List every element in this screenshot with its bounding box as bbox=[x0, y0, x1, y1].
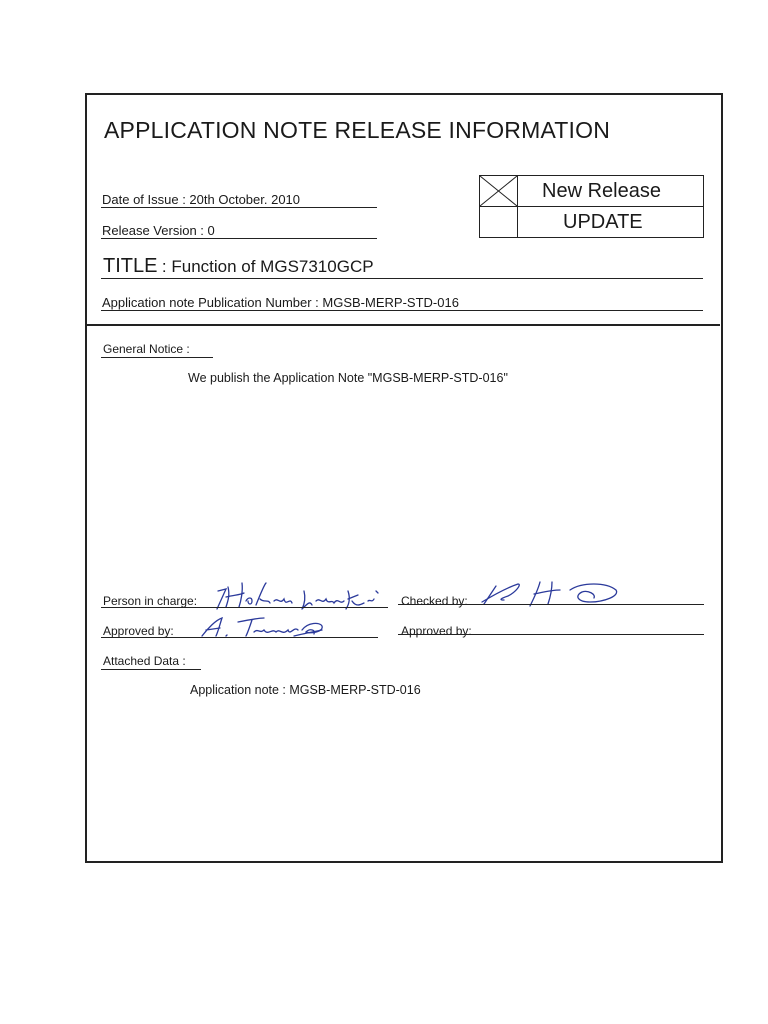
title-value: : Function of MGS7310GCP bbox=[161, 257, 374, 276]
version-underline bbox=[101, 238, 377, 239]
title-underline bbox=[101, 278, 703, 279]
general-notice-label: General Notice : bbox=[103, 342, 190, 356]
update-label: UPDATE bbox=[563, 211, 643, 233]
checked-mark-icon bbox=[480, 176, 517, 206]
notice-text: We publish the Application Note "MGSB-MERP-STD-016" bbox=[188, 371, 508, 385]
attached-data-label: Attached Data : bbox=[103, 654, 186, 668]
date-underline bbox=[101, 207, 377, 208]
attached-item: Application note : MGSB-MERP-STD-016 bbox=[190, 683, 421, 697]
checked-by-label: Checked by: bbox=[401, 594, 468, 608]
person-in-charge-label: Person in charge: bbox=[103, 594, 198, 608]
attached-underline bbox=[101, 669, 201, 670]
release-type-box bbox=[479, 175, 704, 238]
approved-by-label-2: Approved by: bbox=[401, 624, 472, 638]
release-version: Release Version : 0 bbox=[102, 223, 215, 238]
publication-number: Application note Publication Number : MGSB-MERP-STD-016 bbox=[102, 295, 459, 310]
approved-by-underline-1 bbox=[101, 637, 378, 638]
date-of-issue: Date of Issue : 20th October. 2010 bbox=[102, 192, 301, 207]
checked-by-underline bbox=[398, 604, 704, 605]
approved-by-label-1: Approved by: bbox=[103, 624, 174, 638]
approved-by-underline-2 bbox=[398, 634, 704, 635]
form-title: APPLICATION NOTE RELEASE INFORMATION bbox=[104, 117, 611, 143]
section-divider bbox=[86, 324, 720, 326]
title-label: TITLE bbox=[103, 255, 158, 277]
new-release-label: New Release bbox=[542, 180, 661, 202]
document-title bbox=[103, 255, 374, 278]
notice-underline bbox=[101, 357, 213, 358]
publication-underline bbox=[101, 310, 703, 311]
person-in-charge-underline bbox=[101, 607, 388, 608]
